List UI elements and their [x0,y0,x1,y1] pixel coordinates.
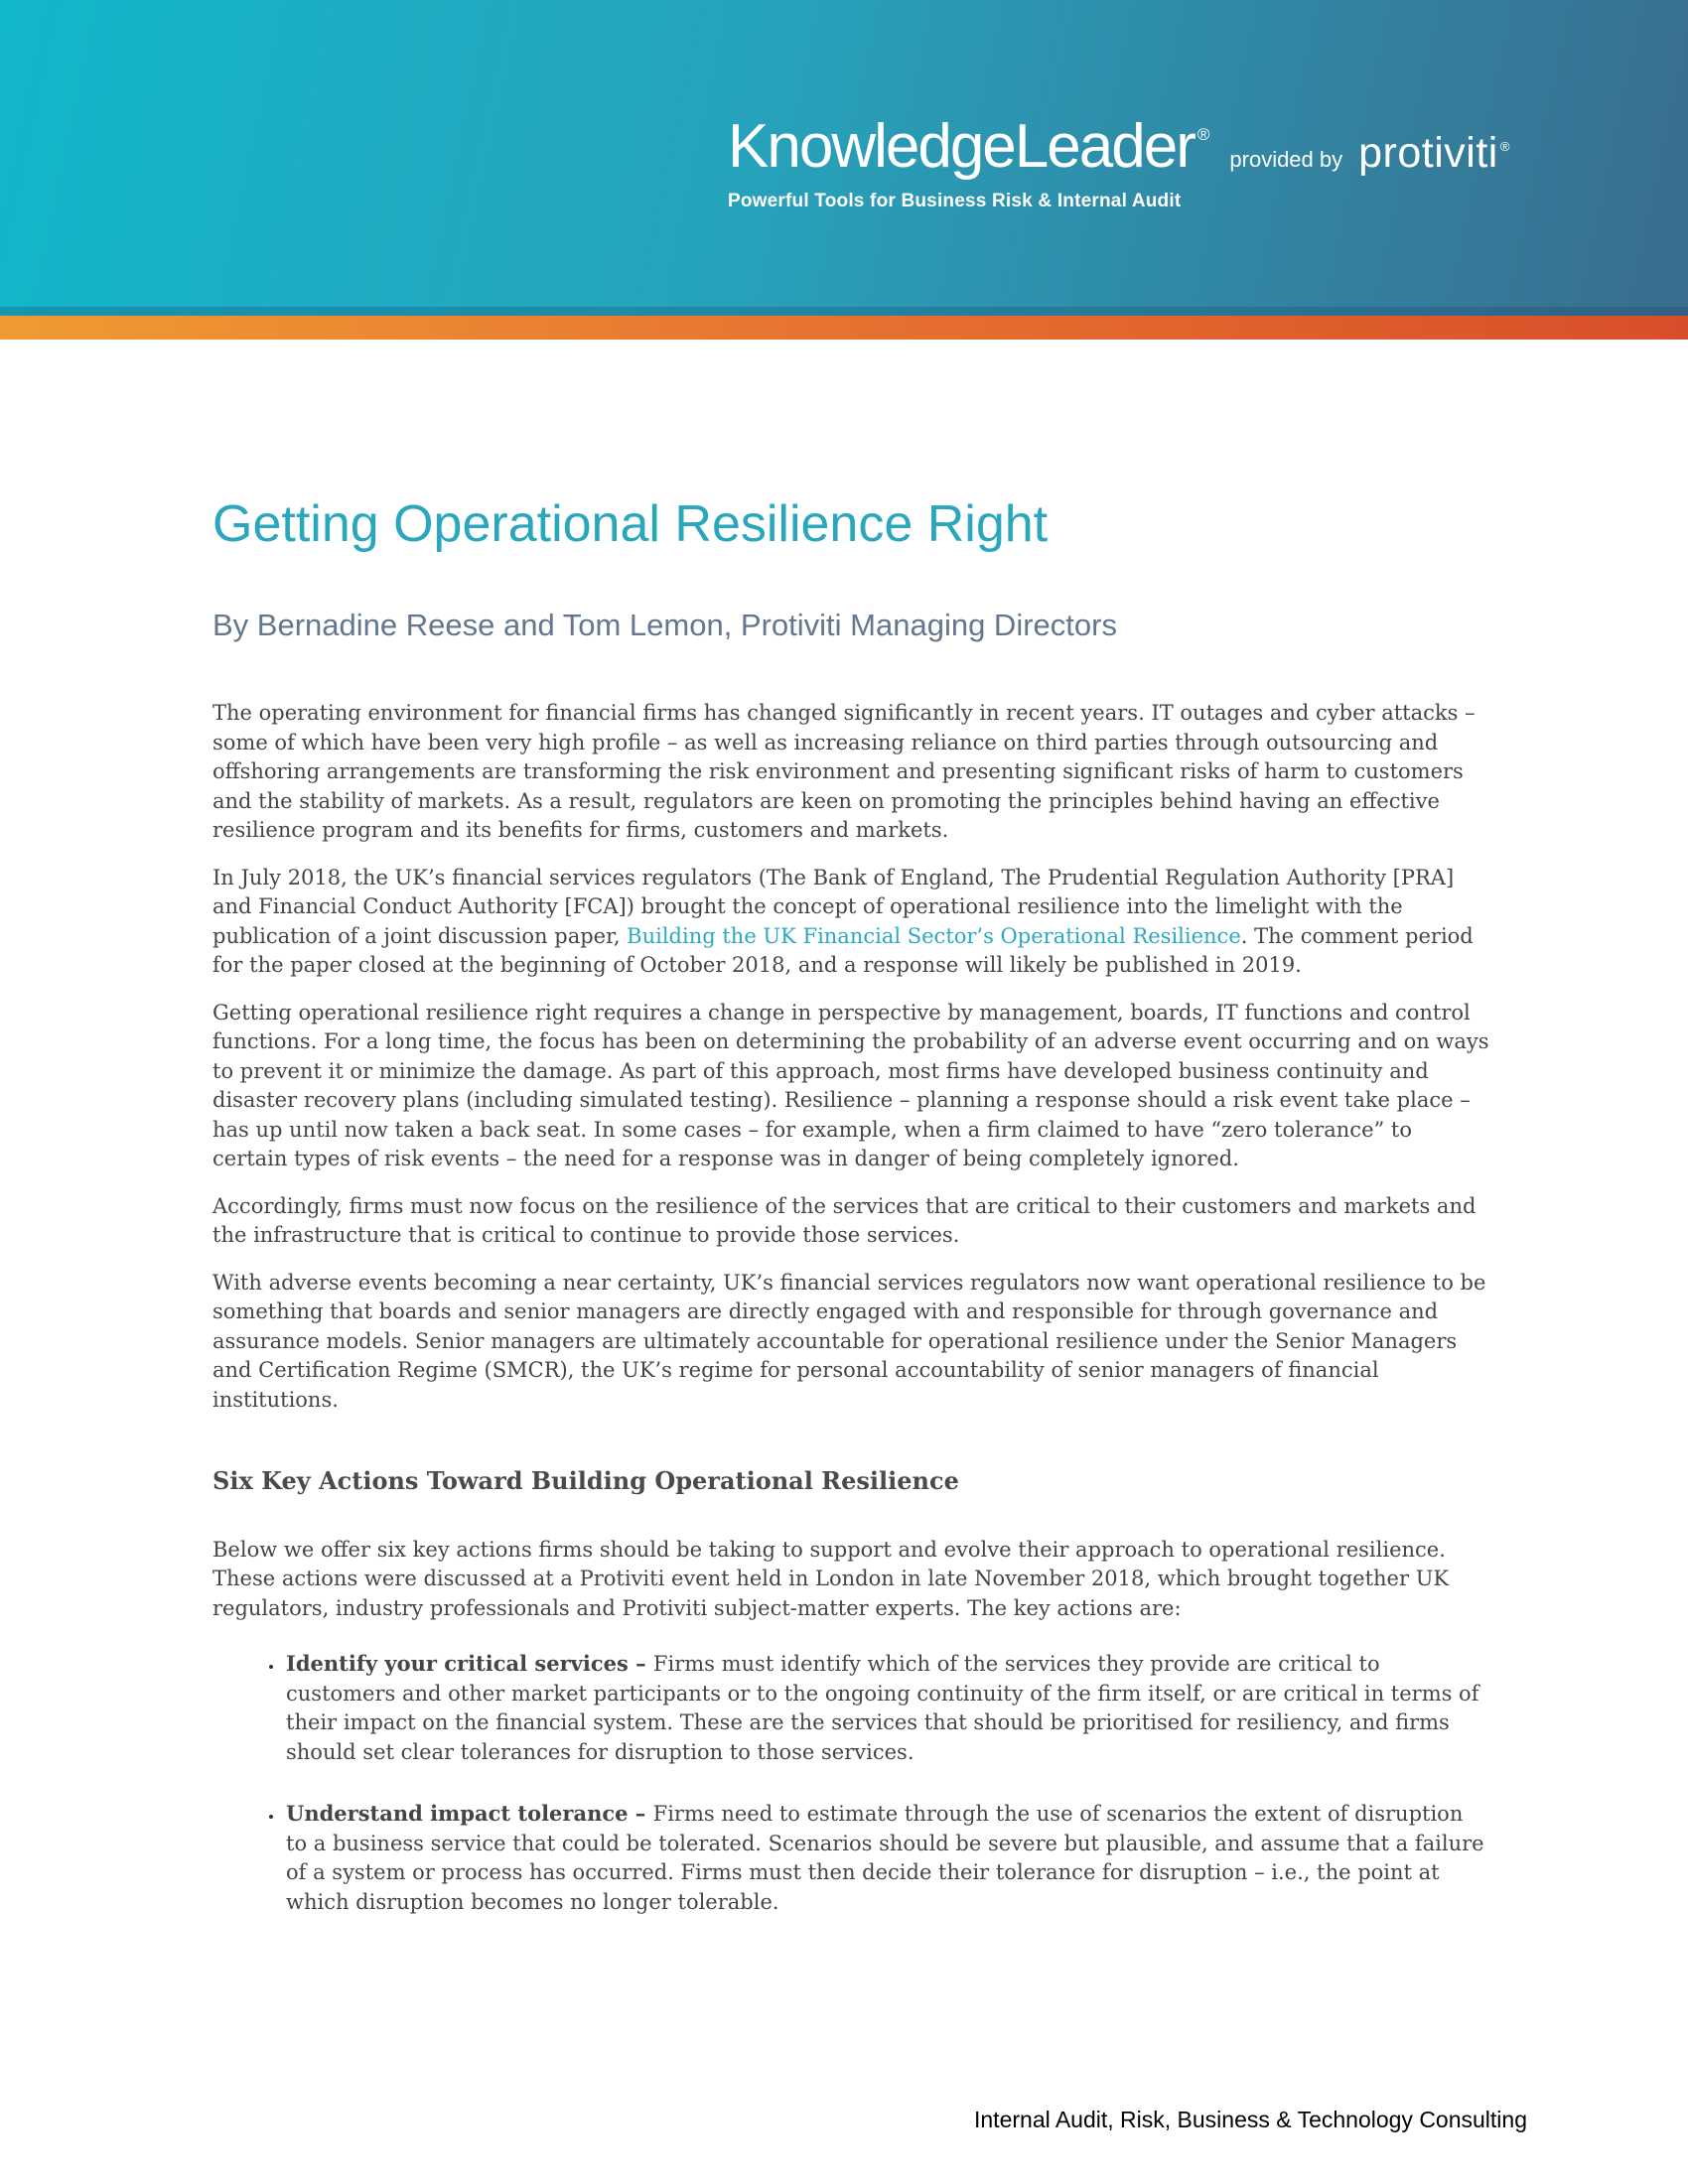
paragraph-4: Accordingly, firms must now focus on the resilience of the services that are critical to their customers and markets and the infrastructure that is critical to continue to provide those services. [212,1193,1477,1247]
discussion-paper-link[interactable]: Building the UK Financial Sector’s Operational Resilience [627,923,1241,948]
paragraph-1: The operating environment for financial firms has changed significantly in recent years. IT outages and cyber attacks – some of which have been very high profile – as well as increasing reliance on third parties through outsourcing and offshoring arrangements are transforming the risk environment and presenting significant risks of harm to customers and the stability of markets. As a result, regulators are keen on promoting the principles behind having an effective resilience program and its benefits for firms, customers and markets. [212,701,1476,842]
paragraph-3: Getting operational resilience right requires a change in perspective by management, boards, IT functions and control functions. For a long time, the focus has been on determining the probability of an adverse event occurring and on ways to prevent it or minimize the damage. As part of this approach, most firms have developed business continuity and disaster recovery plans (including simulated testing). Resilience – planning a response should a risk event take place – has up until now taken a back seat. In some cases – for example, when a firm claimed to have “zero tolerance” to certain types of risk events – the need for a response was in danger of being completely ignored. [212,1000,1489,1170]
brand-logo-area [728,111,1509,212]
article-body [212,699,1490,1949]
logo-line [728,111,1509,182]
paragraph-2 [212,864,1490,981]
bullet-2-body: Firms need to estimate through the use of scenarios the extent of disruption to a business service that could be tolerated. Scenarios should be severe but plausible, and assume that a failure of a system or process has occurred. Firms must then decide their tolerance for disruption – i.e., the point at which disruption becomes no longer tolerable. [286,1802,1484,1914]
registered-mark-icon: ® [1196,125,1210,144]
section-heading: Six Key Actions Toward Building Operational Resilience [212,1466,959,1495]
section-intro: Below we offer six key actions firms should be taking to support and evolve their approach to operational resilience. These actions were discussed at a Protiviti event held in London in late November 2018, which brought together UK regulators, industry professionals and Protiviti subject-matter experts. The key actions are: [212,1537,1450,1620]
bullet-1-body: Firms must identify which of the services they provide are critical to customers and other market participants or to the ongoing continuity of the firm itself, or are critical in terms of their impact on the financial system. These are the services that should be prioritised for resiliency, and firms should set clear tolerances for disruption to those services. [286,1652,1479,1764]
paragraph-2-text-before: In July 2018, the UK’s financial services regulators (The Bank of England, The Prudential Regulation Authority [PRA] and Financial Conduct Authority [FCA]) brought the concept of operational resilience into the limelight with the publication of a joint discussion paper, [212,865,1455,948]
registered-mark-icon: ® [1499,139,1510,154]
list-item [284,1649,1490,1767]
provided-by-label: provided by [1229,147,1343,172]
protiviti-logo: protiviti [1358,129,1498,177]
paragraph-5: With adverse events becoming a near certainty, UK’s financial services regulators now want operational resilience to be something that boards and senior managers are directly engaged with and responsible for through governance and assurance models. Senior managers are ultimately accountable for operational resilience under the Senior Managers and Certification Regime (SMCR), the UK’s regime for personal accountability of senior managers of financial institutions. [212,1270,1486,1412]
knowledgeleader-logo: KnowledgeLeader [728,112,1195,181]
key-actions-list [212,1649,1490,1917]
accent-bar [0,316,1688,340]
bullet-1-lead: Identify your critical services – [286,1651,653,1676]
header-banner [0,0,1688,316]
brand-tagline: Powerful Tools for Business Risk & Internal Audit [728,191,1182,211]
page-title: Getting Operational Resilience Right [212,495,1049,553]
byline: By Bernadine Reese and Tom Lemon, Protiviti Managing Directors [212,608,1117,642]
bullet-2-lead: Understand impact tolerance – [286,1801,653,1826]
footer-services-line: Internal Audit, Risk, Business & Technology Consulting [974,2107,1527,2132]
paragraph-2-text-after: . The comment period for the paper closed at the beginning of October 2018, and a response will likely be published in 2019. [212,923,1474,977]
list-item [284,1799,1490,1917]
